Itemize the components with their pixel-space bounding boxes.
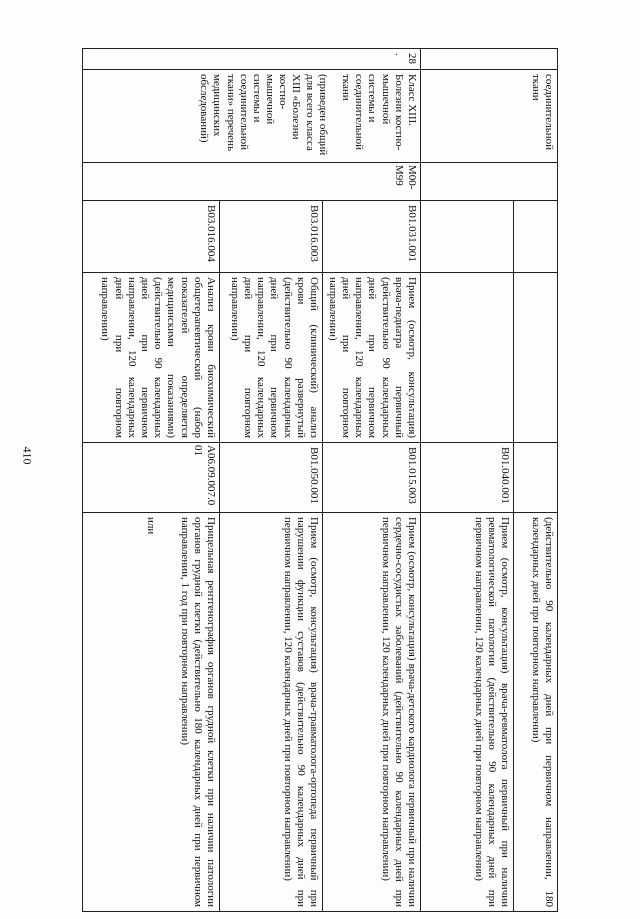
- spec-code-text: В01.040.001: [499, 447, 511, 504]
- spec-code-cell: [421, 443, 514, 513]
- service-desc-cell: [421, 273, 514, 443]
- icd-code-text: М00-М99: [392, 165, 418, 190]
- spec-desc-text: (действительно 90 календарных дней при первичном направлении, 180 календарных дней при повторном направлении): [529, 517, 555, 907]
- spec-desc-text: Прием (осмотр, консультация) врача-ревматолога первичный при наличии ревматологической патологии (действительно 90 календарных дней при первичном направлении, 120 календарных дней при повторном направлении): [472, 517, 511, 907]
- class-name-cell: [83, 70, 421, 163]
- service-code-text: В03.016.004: [205, 205, 217, 262]
- spec-code-cell: [323, 443, 421, 513]
- row-number-text: 28.: [392, 53, 418, 64]
- spec-desc-cell: [220, 513, 323, 912]
- row-number-cell: [83, 49, 421, 70]
- service-desc-cell: [83, 273, 220, 443]
- service-code-cell: [83, 201, 220, 273]
- icd-cell: [421, 163, 558, 201]
- spec-desc-cell: [83, 513, 220, 912]
- spec-desc-cell: [323, 513, 421, 912]
- spec-desc-cell: [421, 513, 514, 912]
- or-text: или: [145, 517, 158, 535]
- class-name-cell: [421, 70, 558, 163]
- class-name-text: соединительной ткани: [529, 74, 555, 150]
- table-row: [514, 49, 558, 912]
- spec-code-text: В01.015.003: [406, 447, 418, 504]
- spec-code-cell: [514, 443, 558, 513]
- class-title-text: Класс XIII.: [406, 74, 418, 126]
- service-desc-text: Прием (осмотр, консультация) врача-педиатра первичный (действительно 90 календарных дней при первичном направлении, 120 календарных дней при повторном направлении): [326, 277, 418, 438]
- class-name-text: Болезни костно-мышечной системы и соединительной ткани: [340, 74, 405, 151]
- service-code-cell: [421, 201, 514, 273]
- service-code-text: В03.016.003: [308, 205, 320, 262]
- icd-cell: [83, 163, 421, 201]
- service-desc-cell: [323, 273, 421, 443]
- service-desc-cell: [220, 273, 323, 443]
- service-desc-text: Общий (клинический) анализ крови развернутый (действительно 90 календарных дней при первичном направлении, 120 календарных дней при повторном направлении): [228, 277, 320, 438]
- service-desc-text: Анализ крови биохимический общетерапевтический (набор показателей определяется медицинскими показаниями) (действительно 90 календарных дней при первичном направлении, 120 календарных дней при повторном направлении): [99, 277, 217, 438]
- spec-code-text: А06.09.007.001: [191, 445, 217, 506]
- spec-code-text: В01.050.001: [308, 447, 320, 504]
- spec-desc-text: Прицельная рентгенография органов грудной клетки при наличии патологии органов грудной клетки (действительно 180 календарных дней при первичном направлении, 1 год при повторном направлении): [178, 517, 217, 907]
- row-number-cell: [421, 49, 558, 70]
- service-code-text: В01.031.001: [406, 205, 418, 262]
- page-number: 410: [20, 446, 35, 465]
- spec-desc-text: Прием (осмотр, консультация) врача-детского кардиолога первичный при наличии сердечно-сосудистых заболеваний (действительно 90 календарных дней при первичном направлении, 120 календарных дней при повторном направлении): [379, 517, 418, 907]
- medical-exam-table: [82, 48, 558, 912]
- spec-code-cell: [220, 443, 323, 513]
- spec-desc-cell: [514, 513, 558, 912]
- spec-desc-text: Прием (осмотр, консультация) врача-травматолога-ортопеда первичный при нарушении функции суставов (действительно 90 календарных дней при первичном направлении, 120 календарных дней при повторном направлении): [281, 517, 320, 907]
- service-desc-cell: [514, 273, 558, 443]
- service-code-cell: [220, 201, 323, 273]
- table-row: [323, 49, 421, 912]
- class-note-text: (приведен общий для всего класса XIII «Болезни костно-мышечной системы и соединительной ткани» перечень медицинских обследований): [198, 74, 329, 156]
- service-code-cell: [323, 201, 421, 273]
- service-code-cell: [514, 201, 558, 273]
- rotated-table-container: [83, 48, 558, 911]
- spec-code-cell: [83, 443, 220, 513]
